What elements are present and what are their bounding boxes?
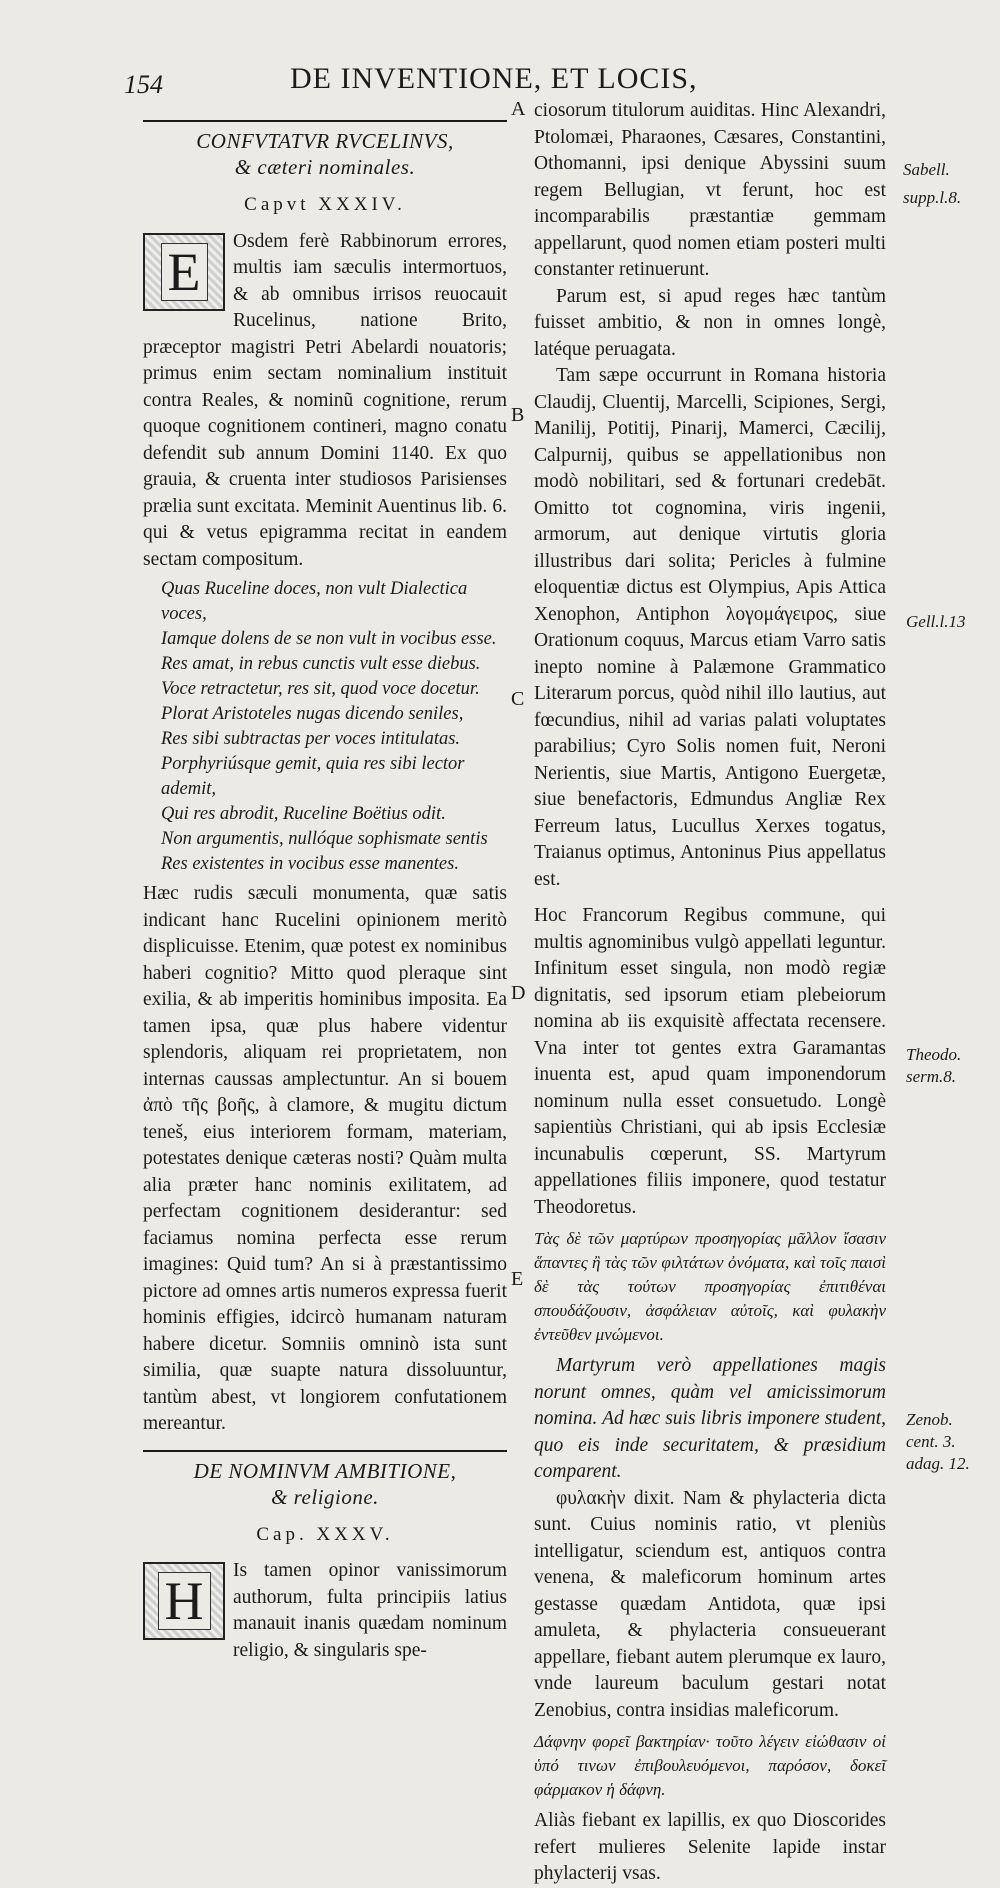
verse-line: Quas Ruceline doces, non vult Dialectica voces, bbox=[161, 579, 468, 624]
margin-note: Sabell. bbox=[903, 160, 950, 179]
chapter-heading bbox=[143, 1458, 507, 1510]
paragraph bbox=[143, 229, 507, 574]
verse-line: Plorat Aristoteles nugas dicendo seniles, bbox=[161, 704, 464, 724]
margin-note: serm.8. bbox=[906, 1067, 957, 1086]
paragraph-text: Osdem ferè Rabbinorum errores, multis iam sæculis intermortuos, & ab omnibus irrisos reuocauit Rucelinus, natione Brito, præceptor magistri Petri Abelardi nouatoris; primus enim sectam nominalium instituit contra Reales, & nominũ cognitione, rerum quoque cognitionem contineri, magno conatu defendit sub annum Domini 1140. Ex quo grauia, & cruenta inter studiosos Parisienses prælia sunt excitata. Meminit Auentinus lib. 6. qui & vetus epigramma recitat in eandem sectam compositum. bbox=[143, 230, 507, 570]
paragraph-text: Is tamen opinor vanissimorum authorum, fulta principiis latius manauit inanis quædam nominum religio, & singularis spe- bbox=[233, 1560, 507, 1661]
heading-line: & cæteri nominales. bbox=[234, 155, 416, 179]
section-letter: A bbox=[511, 98, 526, 120]
heading-line: & religione. bbox=[271, 1484, 379, 1509]
verse-line: Iamque dolens de se non vult in vocibus esse. bbox=[161, 629, 497, 649]
paragraph-text: Aliàs fiebant ex lapillis, ex quo Dioscorides refert mulieres Selenite lapide instar phylacterij vsas. bbox=[534, 1810, 886, 1884]
paragraph-text: Hoc Francorum Regibus commune, qui multis agnominibus vulgò appellati leguntur. Infinitum esset singula, non modò regiæ dignitatis, sed ipsorum etiam plebeiorum nomina ab iis exquisitè affectata recensere. Vna inter tot gentes extra Garamantas inuenta est, apud quam imponendorum nominum nulla esset consuetudo. Longè sapientiùs Christiani, qui ab ipsis Ecclesiæ incunabulis cœperunt, SS. Martyrum appellationes filiis imponere, quod testatur Theodoretus. bbox=[534, 905, 886, 1218]
verse-line: Res sibi subtractas per voces intitulatas. bbox=[161, 729, 461, 749]
running-title: DE INVENTIONE, ET LOCIS, bbox=[290, 62, 698, 95]
margin-note: cent. 3. bbox=[906, 1432, 956, 1451]
chapter-number: Cap. XXXV. bbox=[256, 1523, 394, 1545]
heading-line: DE NOMINVM AMBITIONE, bbox=[193, 1458, 457, 1483]
paragraph-text: Hæc rudis sæculi monumenta, quæ satis indicant hanc Rucelini opinionem meritò displicuisse. Etenim, quæ potest ex nominibus haberi cognitio? Mitto quod pleraque sint exilia, & ab imperitis hominibus imposita. Ea tamen ipsa, quæ plus habere videntur splendoris, aliquam rei proprietatem, non internas caussas amplectuntur. An si bouem ἀπὸ τῆς βοῆς, à clamore, & mugitu dictum teneš, eius interiorem formam, materiam, potestates denique cæteras nosti? Quàm multa alia præter hanc nominis exilitatem, ad perfectam cognitionem desiderantur: sed faciamus nomina perfecta esse rerum imagines: Quid tum? An si à præstantissimo pictore ad omnes artis numeros expressa fuerit hominis effigies, idcircò humanam naturam habere dicetur. Somniis omninò ista sunt similia, quæ suapte natura dissoluuntur, tantùm abest, vt longiorem confutationem mereantur. bbox=[143, 883, 507, 1434]
initial-letter: H bbox=[158, 1572, 211, 1630]
section-letter: D bbox=[511, 982, 526, 1004]
verse-line: Res existentes in vocibus esse manentes. bbox=[161, 854, 459, 874]
section-letter: C bbox=[511, 688, 525, 710]
heading-line: CONFVTATVR RVCELINVS, bbox=[196, 129, 454, 153]
right-column bbox=[534, 98, 886, 1888]
paragraph-text: φυλακὴν dixit. Nam & phylacteria dicta sunt. Cuius nominis ratio, vt pleniùs intelligatur, sciendum est, antiquos contra venena, & maleficorum hominum artes gestasse quædam Antidota, quæ ipsi amuleta, & phylacteria consueuerant appellare, fiebant autem plerumque ex lauro, vnde laureum baculum gestari notat Zenobius, contra insidias maleficorum. bbox=[534, 1487, 886, 1721]
ornamental-initial bbox=[143, 1562, 225, 1640]
initial-letter: E bbox=[161, 243, 208, 301]
section-rule bbox=[143, 120, 507, 122]
verse-line: Res amat, in rebus cunctis vult esse diebus. bbox=[161, 654, 481, 674]
verse-line: Voce retractetur, res sit, quod voce docetur. bbox=[161, 679, 480, 699]
paragraph-text: Tam sæpe occurrunt in Romana historia Claudij, Cluentij, Marcelli, Scipiones, Sergi, Manilij, Potitij, Pinarij, Mamerci, Cæcilij, Calpurnij, quibus se appellationibus non modò nobilitari, sed & fortunari credebāt. Omitto tot cognomina, viris ingenii, armorum, aut denique virtutis gloria illustribus dari solita; Pericles à fulmine eloquentiæ dictus est Olympius, Apis Attica Xenophon, Antiphon λογομάγειρος, siue Orationum coquus, Marcus etiam Varro satis inepto nomine à Palæmone Grammatico Literarum porcus, quòd nihil illo lautius, aut fœcundius, nihil ad varias palati voluptates parabilius; Cyro Solis nomen fuit, Neroni Nerientis, siue Martis, Antigono Euergetæ, siue benefactoris, Edmundus Angliæ Rex Ferreum latus, Lucullus Xerxes togatus, Traianus optimus, Antoninus Pius appellatus est. bbox=[534, 365, 886, 890]
section-rule bbox=[143, 1450, 507, 1452]
paragraph-text: ciosorum titulorum auiditas. Hinc Alexandri, Ptolomæi, Pharaones, Cæsares, Constantini, Othomanni, ipsi denique Abyssini suum regem Bellugian, vt ferunt, hoc est incomparabilis præstantiæ gemmam appellarunt, quod nomen etiam posteri multi constanter retinuerunt. bbox=[534, 100, 886, 280]
verse-line: Porphyriúsque gemit, quia res sibi lector ademit, bbox=[161, 754, 465, 799]
margin-note: Theodo. bbox=[906, 1045, 962, 1064]
margin-note: Gell.l.13 bbox=[906, 612, 966, 631]
chapter-heading bbox=[143, 128, 507, 180]
greek-quotation: Τὰς δὲ τῶν μαρτύρων προσηγορίας μᾶλλον ἴσασιν ἅπαντες ἢ τὰς τῶν φιλτάτων ὀνόματα, καὶ τοῖς παισὶ δὲ τὰς τούτων προσηγορίας ἐπιτιθέναι σπουδάζουσιν, ἀσφάλειαν αὐτοῖς, καὶ φυλακὴν ἐντεῦθεν μνώμενοι. bbox=[534, 1229, 886, 1344]
page-number: 154 bbox=[124, 70, 163, 99]
verse-line: Non argumentis, nullóque sophismate sentis bbox=[161, 829, 488, 849]
margin-note: adag. 12. bbox=[906, 1454, 970, 1473]
verse-line: Qui res abrodit, Ruceline Boëtius odit. bbox=[161, 804, 446, 824]
ornamental-initial bbox=[143, 233, 225, 311]
greek-quotation: Δάφνην φορεῖ βακτηρίαν· τοῦτο λέγειν εἰώθασιν οἱ ὑπό τινων ἐπιβουλευόμενοι, παρόσον, δοκεῖ φάρμακον ἡ δάφνη. bbox=[534, 1732, 886, 1799]
left-column bbox=[143, 118, 507, 1664]
section-letter: E bbox=[511, 1268, 524, 1290]
paragraph-text: Parum est, si apud reges hæc tantùm fuisset ambitio, & non in omnes longè, latéque peruagata. bbox=[534, 285, 886, 360]
section-letter: B bbox=[511, 404, 525, 426]
paragraph bbox=[143, 1558, 507, 1664]
margin-note: supp.l.8. bbox=[903, 188, 962, 207]
epigram bbox=[161, 577, 507, 877]
margin-note: Zenob. bbox=[906, 1410, 953, 1429]
latin-translation: Martyrum verò appellationes magis norunt omnes, quàm vel amicissimorum nomina. Ad hæc suis libris imponere student, quo eis inde securitatem, & præsidium comparent. bbox=[534, 1355, 886, 1482]
chapter-number: Capvt XXXIV. bbox=[244, 194, 406, 215]
